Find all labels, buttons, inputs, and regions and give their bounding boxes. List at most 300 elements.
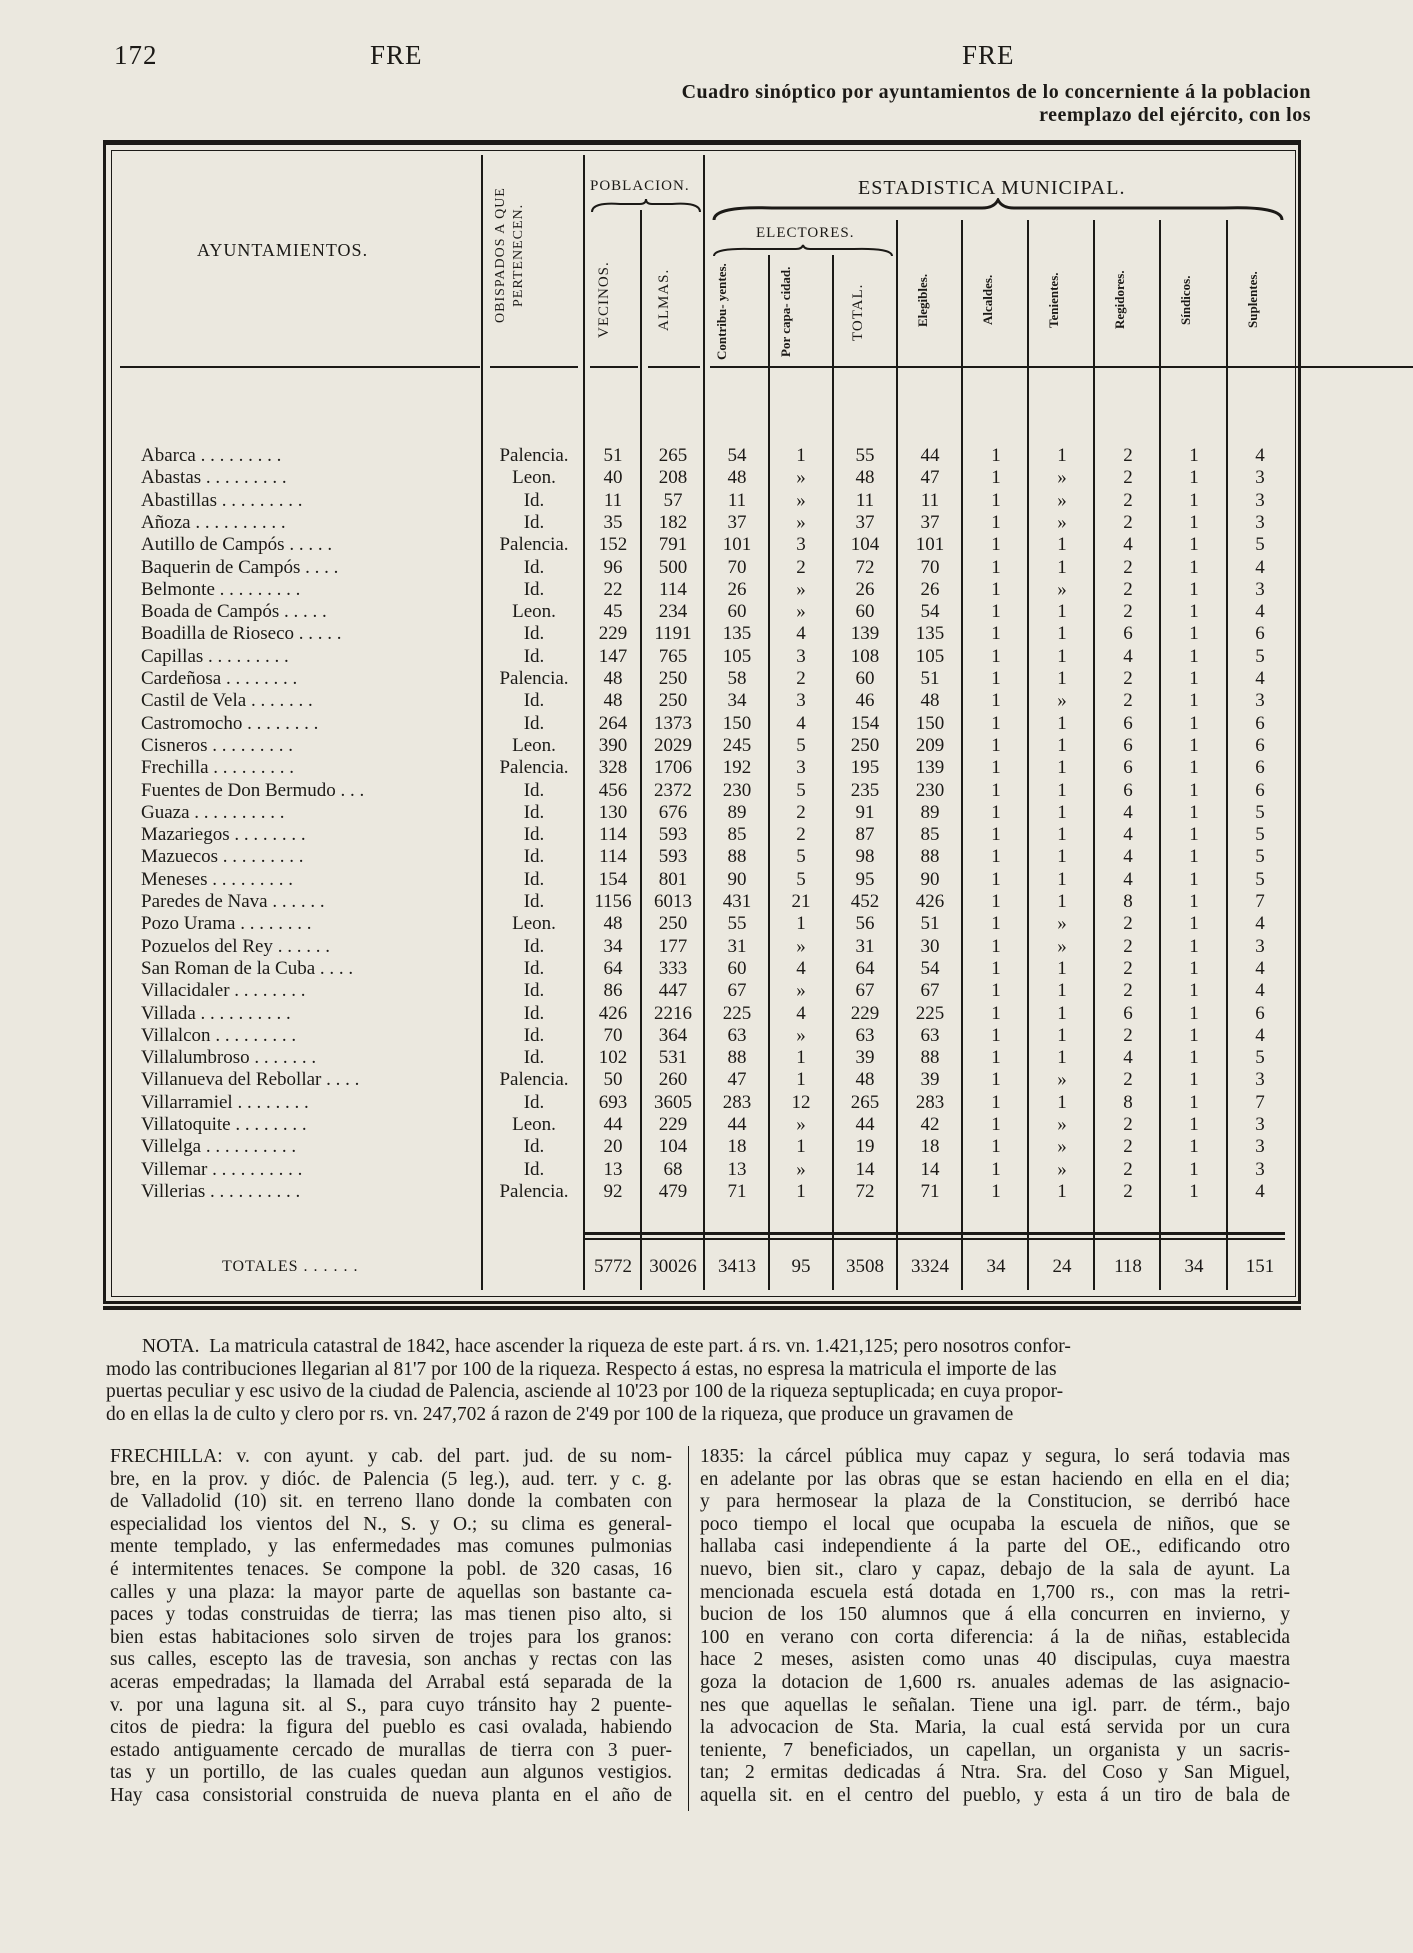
table-row — [0, 869, 1413, 891]
cell-elegibles: 67 — [920, 980, 940, 1002]
cell-almas: 447 — [658, 980, 688, 1002]
cell-contribuyentes: 60 — [727, 957, 747, 979]
cell-regidores: 2 — [1123, 957, 1133, 979]
cell-sindicos: 1 — [1189, 578, 1199, 600]
cell-vecinos: 390 — [598, 734, 628, 756]
cell-contribuyentes: 90 — [727, 868, 747, 890]
header-alcaldes: Alcaldes. — [980, 274, 995, 326]
header-capacidad: Por capa- cidad. — [778, 266, 793, 358]
cell-capacidad: 2 — [796, 556, 806, 578]
cell-sindicos: 1 — [1189, 734, 1199, 756]
cell-total: 44 — [855, 1114, 875, 1135]
cell-suplentes: 4 — [1255, 668, 1265, 689]
cell-sindicos: 1 — [1189, 1158, 1199, 1180]
cell-alcaldes: 1 — [991, 734, 1001, 756]
cell-total: 104 — [850, 534, 880, 556]
cell-sindicos: 1 — [1189, 1136, 1199, 1158]
cell-ayuntamiento — [141, 445, 481, 467]
cell-capacidad: » — [796, 578, 806, 600]
cell-contribuyentes: 192 — [722, 757, 752, 779]
cell-vecinos: 48 — [603, 690, 623, 712]
header-almas: ALMAS. — [656, 268, 672, 332]
cell-obispado: Id. — [523, 690, 545, 712]
cell-regidores: 2 — [1123, 556, 1133, 578]
cell-vecinos: 154 — [598, 868, 628, 890]
cell-ayuntamiento — [141, 534, 481, 556]
table-row — [0, 802, 1413, 824]
article-line: la advocacion de Sta. Maria, la cual está servida por un cura — [700, 1717, 1290, 1739]
cell-regidores: 4 — [1123, 824, 1133, 846]
cell-almas: 676 — [658, 801, 688, 823]
cell-elegibles: 88 — [920, 1047, 940, 1069]
article-line: hallaba casi independiente á la parte del OE., edificando otro — [700, 1536, 1290, 1558]
cell-total: 60 — [855, 668, 875, 689]
cell-tenientes: » — [1057, 1114, 1067, 1135]
article-line: sus calles, escepto las de travesia, son anchas y rectas con las — [110, 1649, 672, 1671]
cell-total: 55 — [855, 445, 875, 466]
cell-almas: 531 — [658, 1047, 688, 1069]
cell-contribuyentes: 37 — [727, 511, 747, 533]
cell-vecinos: 45 — [603, 601, 623, 623]
cell-contribuyentes: 44 — [727, 1114, 747, 1135]
cell-alcaldes: 1 — [991, 913, 1001, 935]
header-contribuyentes: Contribu- yentes. — [714, 263, 729, 361]
cell-obispado: Leon. — [512, 913, 556, 935]
cell-regidores: 4 — [1123, 801, 1133, 823]
cell-sindicos: 1 — [1189, 467, 1199, 489]
cell-suplentes: 3 — [1255, 467, 1265, 489]
total-suplentes: 151 — [1245, 1256, 1275, 1277]
cell-tenientes: 1 — [1057, 801, 1067, 823]
article-line: aceras empedradas; la llamada del Arrabal está separada de la — [110, 1671, 672, 1693]
cell-alcaldes: 1 — [991, 957, 1001, 979]
cell-almas: 229 — [658, 1114, 688, 1135]
cell-capacidad: 5 — [796, 734, 806, 756]
totals-rule — [585, 1232, 1285, 1235]
cell-total: 67 — [855, 980, 875, 1002]
cell-capacidad: 1 — [796, 913, 806, 935]
cell-sindicos: 1 — [1189, 645, 1199, 667]
cell-obispado: Id. — [523, 511, 545, 533]
cell-ayuntamiento — [141, 980, 481, 1002]
cell-vecinos: 114 — [599, 846, 627, 868]
cell-alcaldes: 1 — [991, 511, 1001, 533]
totals-label: TOTALES . . . . . . — [222, 1258, 359, 1275]
cell-suplentes: 6 — [1255, 712, 1265, 734]
cell-contribuyentes: 88 — [727, 846, 747, 868]
cell-almas: 765 — [658, 645, 688, 667]
cell-sindicos: 1 — [1189, 868, 1199, 890]
cell-contribuyentes: 58 — [727, 668, 747, 689]
article-column-right — [700, 1446, 1290, 1808]
article-line: mente templado, y las enfermedades mas comunes pulmonias — [110, 1536, 672, 1558]
cell-contribuyentes: 34 — [727, 690, 747, 712]
cell-vecinos: 426 — [598, 1002, 628, 1024]
cell-elegibles: 14 — [920, 1158, 940, 1180]
table-row — [0, 623, 1413, 645]
cell-contribuyentes: 89 — [727, 801, 747, 823]
cell-alcaldes: 1 — [991, 645, 1001, 667]
header-suplentes: Suplentes. — [1245, 271, 1260, 329]
cell-total: 48 — [855, 1069, 875, 1091]
nota-line-3: puertas peculiar y esc usivo de la ciudad de Palencia, asciende al 10'23 por 100 de la riqueza septuplicada; en cuya propor- — [106, 1381, 1064, 1403]
leader-dots: . . . . . . . . . . — [194, 801, 285, 823]
cell-suplentes: 3 — [1255, 511, 1265, 533]
total-regidores: 118 — [1114, 1256, 1142, 1277]
cell-contribuyentes: 18 — [727, 1136, 747, 1158]
cell-elegibles: 209 — [915, 734, 945, 756]
leader-dots: . . . . . . . . . — [212, 868, 293, 890]
cell-tenientes: 1 — [1057, 445, 1067, 466]
cell-elegibles: 48 — [920, 690, 940, 712]
cell-obispado: Leon. — [512, 601, 556, 623]
cell-almas: 114 — [659, 578, 687, 600]
cell-suplentes: 3 — [1255, 690, 1265, 712]
cell-almas: 500 — [658, 556, 688, 578]
cell-sindicos: 1 — [1189, 1002, 1199, 1024]
cell-tenientes: 1 — [1057, 534, 1067, 556]
cell-total: 87 — [855, 824, 875, 846]
cell-almas: 265 — [658, 445, 688, 466]
cell-regidores: 2 — [1123, 935, 1133, 957]
cell-obispado: Id. — [523, 846, 545, 868]
cell-elegibles: 54 — [920, 601, 940, 623]
cell-total: 91 — [855, 801, 875, 823]
cell-almas: 3605 — [654, 1091, 692, 1113]
cell-sindicos: 1 — [1189, 913, 1199, 935]
cell-sindicos: 1 — [1189, 801, 1199, 823]
cell-capacidad: » — [796, 980, 806, 1002]
table-row — [0, 958, 1413, 980]
cell-tenientes: 1 — [1057, 824, 1067, 846]
cell-contribuyentes: 67 — [727, 980, 747, 1002]
cell-tenientes: » — [1057, 935, 1067, 957]
cell-tenientes: 1 — [1057, 868, 1067, 890]
cell-elegibles: 42 — [920, 1114, 940, 1135]
cell-ayuntamiento — [141, 557, 481, 579]
cell-vecinos: 152 — [598, 534, 628, 556]
cell-obispado: Id. — [523, 1091, 545, 1113]
leader-dots: . . . . . . . . . — [221, 489, 303, 511]
cell-capacidad: 2 — [796, 668, 806, 689]
cell-almas: 1191 — [654, 623, 692, 645]
cell-almas: 333 — [658, 957, 688, 979]
cell-almas: 250 — [658, 913, 688, 935]
cell-ayuntamiento — [141, 713, 481, 735]
cell-total: 72 — [855, 556, 875, 578]
cell-obispado: Id. — [523, 489, 545, 511]
cell-elegibles: 51 — [920, 913, 940, 935]
cell-almas: 260 — [658, 1069, 688, 1091]
cell-vecinos: 102 — [598, 1047, 628, 1069]
total-tenientes: 24 — [1052, 1256, 1072, 1277]
table-row — [0, 1181, 1413, 1203]
ayuntamiento-name: Capillas — [141, 645, 204, 667]
cell-contribuyentes: 105 — [722, 645, 752, 667]
cell-sindicos: 1 — [1189, 445, 1199, 466]
leader-dots: . . . . . . . . . — [215, 1024, 297, 1046]
cell-capacidad: 1 — [796, 1180, 806, 1202]
cell-tenientes: 1 — [1057, 734, 1067, 756]
ayuntamiento-name: Baquerin de Campós — [141, 556, 301, 578]
cell-obispado: Id. — [523, 1047, 545, 1069]
nota-block — [106, 1336, 1298, 1426]
cell-almas: 801 — [658, 868, 688, 890]
cell-capacidad: 21 — [791, 891, 811, 912]
leader-dots: . . . . . . . . . — [205, 467, 287, 489]
cell-regidores: 6 — [1123, 623, 1133, 645]
leader-dots: . . . . — [305, 556, 339, 578]
cell-total: 235 — [850, 779, 880, 801]
electores-brace — [712, 244, 894, 258]
cell-total: 195 — [850, 757, 880, 779]
nota-line-1: La matricula catastral de 1842, hace ascender la riqueza de este part. á rs. vn. 1.421,125; pero nosotros confor- — [209, 1336, 1071, 1357]
header-rule — [120, 366, 480, 368]
estadistica-brace — [712, 198, 1284, 222]
cell-almas: 68 — [663, 1158, 683, 1180]
cell-sindicos: 1 — [1189, 1091, 1199, 1113]
page-number: 172 — [114, 40, 158, 70]
table-row — [0, 1159, 1413, 1181]
cell-suplentes: 5 — [1255, 868, 1265, 890]
cell-ayuntamiento — [141, 958, 481, 980]
cell-total: 72 — [855, 1180, 875, 1202]
leader-dots: . . . . . . . . . . — [195, 511, 286, 533]
table-row — [0, 1092, 1413, 1114]
cell-elegibles: 150 — [915, 712, 945, 734]
cell-obispado: Leon. — [512, 1114, 556, 1135]
header-elegibles: Elegibles. — [915, 273, 930, 327]
article-line: mencionada escuela está dotada en 1,700 rs., con mas la retri- — [700, 1581, 1290, 1603]
table-row — [0, 579, 1413, 601]
cell-sindicos: 1 — [1189, 690, 1199, 712]
cell-regidores: 2 — [1123, 489, 1133, 511]
cell-almas: 6013 — [654, 891, 692, 912]
leader-dots: . . . . . . . . — [225, 668, 298, 689]
cell-alcaldes: 1 — [991, 935, 1001, 957]
cell-tenientes: » — [1057, 1158, 1067, 1180]
cell-ayuntamiento — [141, 646, 481, 668]
total-total: 3508 — [846, 1256, 884, 1277]
cell-contribuyentes: 13 — [727, 1158, 747, 1180]
cell-ayuntamiento — [141, 1069, 481, 1091]
cell-contribuyentes: 31 — [727, 935, 747, 957]
cell-sindicos: 1 — [1189, 511, 1199, 533]
cell-sindicos: 1 — [1189, 712, 1199, 734]
leader-dots: . . . . . . . . . . — [212, 1158, 303, 1180]
article-line: y para hermosear la plaza de la Constitucion, se derribó hace — [700, 1491, 1290, 1513]
cell-contribuyentes: 70 — [727, 556, 747, 578]
leader-dots: . . . — [340, 779, 365, 801]
cell-suplentes: 5 — [1255, 645, 1265, 667]
table-row — [0, 735, 1413, 757]
table-row — [0, 780, 1413, 802]
leader-dots: . . . . . . . . . . — [200, 1002, 291, 1024]
cell-alcaldes: 1 — [991, 489, 1001, 511]
leader-dots: . . . . . . . . . — [208, 645, 289, 667]
cell-suplentes: 4 — [1255, 980, 1265, 1002]
ayuntamiento-name: Abarca — [141, 445, 196, 466]
cell-obispado: Id. — [523, 779, 545, 801]
cell-alcaldes: 1 — [991, 757, 1001, 779]
article-line: teniente, 7 beneficiados, un capellan, un organista y un sacris- — [700, 1739, 1290, 1761]
article-line: é intermitentes tenaces. Se compone la pobl. de 320 casas, 16 — [110, 1558, 672, 1580]
header-total: TOTAL. — [850, 283, 866, 341]
cell-regidores: 8 — [1123, 1091, 1133, 1113]
cell-obispado: Id. — [523, 868, 545, 890]
cell-alcaldes: 1 — [991, 556, 1001, 578]
cell-alcaldes: 1 — [991, 846, 1001, 868]
table-row — [0, 534, 1413, 556]
cell-elegibles: 44 — [920, 445, 940, 466]
cell-suplentes: 5 — [1255, 846, 1265, 868]
cell-alcaldes: 1 — [991, 824, 1001, 846]
cell-ayuntamiento — [141, 668, 481, 690]
cell-contribuyentes: 431 — [722, 891, 752, 912]
ayuntamiento-name: Pozo Urama — [141, 913, 236, 935]
cell-alcaldes: 1 — [991, 578, 1001, 600]
header-obispados: OBISPADOS A QUE PERTENECEN. — [493, 187, 526, 323]
article-line: bucion de los 150 alumnos que á ella concurren en invierno, y — [700, 1604, 1290, 1626]
subtitle-line-2: reemplazo del ejército, con los — [1039, 104, 1311, 126]
leader-dots: . . . . . . . — [254, 1047, 317, 1069]
cell-capacidad: 1 — [796, 1136, 806, 1158]
ayuntamiento-name: San Roman de la Cuba — [141, 957, 316, 979]
cell-vecinos: 229 — [598, 623, 628, 645]
cell-tenientes: » — [1057, 489, 1067, 511]
cell-obispado: Leon. — [512, 734, 556, 756]
cell-ayuntamiento — [141, 1025, 481, 1047]
cell-obispado: Palencia. — [499, 668, 569, 689]
cell-regidores: 6 — [1123, 779, 1133, 801]
cell-elegibles: 88 — [920, 846, 940, 868]
table-row — [0, 936, 1413, 958]
cell-elegibles: 26 — [920, 578, 940, 600]
cell-contribuyentes: 150 — [722, 712, 752, 734]
cell-tenientes: 1 — [1057, 712, 1067, 734]
cell-capacidad: » — [796, 489, 806, 511]
cell-obispado: Id. — [523, 891, 545, 912]
cell-capacidad: 1 — [796, 445, 806, 466]
cell-contribuyentes: 54 — [727, 445, 747, 466]
running-head-left: FRE — [370, 40, 423, 70]
cell-suplentes: 6 — [1255, 1002, 1265, 1024]
ayuntamiento-name: Abastas — [141, 467, 202, 489]
cell-vecinos: 48 — [603, 913, 623, 935]
cell-obispado: Id. — [523, 623, 545, 645]
article-line: estado antiguamente cercado de murallas de tierra con 3 puer- — [110, 1739, 672, 1761]
article-line: en adelante por las obras que se estan haciendo en ella en el dia; — [700, 1468, 1290, 1490]
cell-total: 60 — [855, 601, 875, 623]
cell-almas: 57 — [663, 489, 683, 511]
article-line: bre, en la prov. y dióc. de Palencia (5 leg.), aud. terr. y c. g. — [110, 1468, 672, 1490]
cell-alcaldes: 1 — [991, 801, 1001, 823]
cell-capacidad: 12 — [791, 1091, 811, 1113]
cell-capacidad: 5 — [796, 779, 806, 801]
ayuntamiento-name: Villarramiel — [141, 1091, 233, 1113]
cell-ayuntamiento — [141, 1159, 481, 1181]
cell-total: 154 — [850, 712, 880, 734]
ayuntamiento-name: Pozuelos del Rey — [141, 935, 273, 957]
cell-regidores: 6 — [1123, 757, 1133, 779]
ayuntamiento-name: Castromocho — [141, 712, 243, 734]
cell-vecinos: 48 — [603, 668, 623, 689]
cell-almas: 1373 — [654, 712, 692, 734]
ayuntamiento-name: Cardeñosa — [141, 668, 222, 689]
cell-vecinos: 20 — [603, 1136, 623, 1158]
header-estadistica: ESTADISTICA MUNICIPAL. — [858, 177, 1126, 199]
cell-regidores: 2 — [1123, 1024, 1133, 1046]
cell-obispado: Id. — [523, 1158, 545, 1180]
cell-regidores: 4 — [1123, 645, 1133, 667]
cell-suplentes: 3 — [1255, 489, 1265, 511]
cell-obispado: Id. — [523, 645, 545, 667]
cell-tenientes: 1 — [1057, 668, 1067, 689]
cell-suplentes: 7 — [1255, 891, 1265, 912]
table-bottom-rule — [103, 1306, 1301, 1310]
cell-ayuntamiento — [141, 1181, 481, 1203]
cell-alcaldes: 1 — [991, 467, 1001, 489]
ayuntamiento-name: Boada de Campós — [141, 601, 280, 623]
cell-total: 229 — [850, 1002, 880, 1024]
table-row — [0, 1114, 1413, 1136]
table-row — [0, 668, 1413, 690]
ayuntamiento-name: Villelga — [141, 1136, 202, 1158]
cell-contribuyentes: 101 — [722, 534, 752, 556]
header-rule — [648, 366, 700, 368]
cell-total: 39 — [855, 1047, 875, 1069]
cell-obispado: Id. — [523, 1024, 545, 1046]
cell-sindicos: 1 — [1189, 1180, 1199, 1202]
cell-ayuntamiento — [141, 936, 481, 958]
cell-alcaldes: 1 — [991, 868, 1001, 890]
leader-dots: . . . . . . . . — [247, 712, 319, 734]
cell-contribuyentes: 283 — [722, 1091, 752, 1113]
cell-vecinos: 147 — [598, 645, 628, 667]
cell-total: 108 — [850, 645, 880, 667]
cell-almas: 791 — [658, 534, 688, 556]
leader-dots: . . . . . — [284, 601, 327, 623]
cell-capacidad: » — [796, 601, 806, 623]
article-line: citos de piedra: la figura del pueblo es casi ovalada, habiendo — [110, 1717, 672, 1739]
cell-sindicos: 1 — [1189, 757, 1199, 779]
leader-dots: . . . . . . . . . . — [210, 1180, 301, 1202]
cell-almas: 2216 — [654, 1002, 692, 1024]
total-contribuyentes: 3413 — [718, 1256, 756, 1277]
cell-vecinos: 40 — [603, 467, 623, 489]
cell-sindicos: 1 — [1189, 489, 1199, 511]
cell-total: 48 — [855, 467, 875, 489]
table-row — [0, 646, 1413, 668]
cell-alcaldes: 1 — [991, 1002, 1001, 1024]
cell-elegibles: 47 — [920, 467, 940, 489]
cell-sindicos: 1 — [1189, 957, 1199, 979]
cell-total: 46 — [855, 690, 875, 712]
cell-elegibles: 54 — [920, 957, 940, 979]
cell-vecinos: 114 — [599, 824, 627, 846]
cell-sindicos: 1 — [1189, 1047, 1199, 1069]
cell-suplentes: 6 — [1255, 734, 1265, 756]
ayuntamiento-name: Paredes de Nava — [141, 891, 268, 912]
ayuntamiento-name: Autillo de Campós — [141, 534, 285, 556]
header-regidores: Regidores. — [1112, 270, 1127, 330]
ayuntamiento-name: Cisneros — [141, 734, 208, 756]
cell-regidores: 2 — [1123, 1158, 1133, 1180]
cell-suplentes: 4 — [1255, 957, 1265, 979]
cell-elegibles: 225 — [915, 1002, 945, 1024]
cell-ayuntamiento — [141, 512, 481, 534]
cell-sindicos: 1 — [1189, 556, 1199, 578]
